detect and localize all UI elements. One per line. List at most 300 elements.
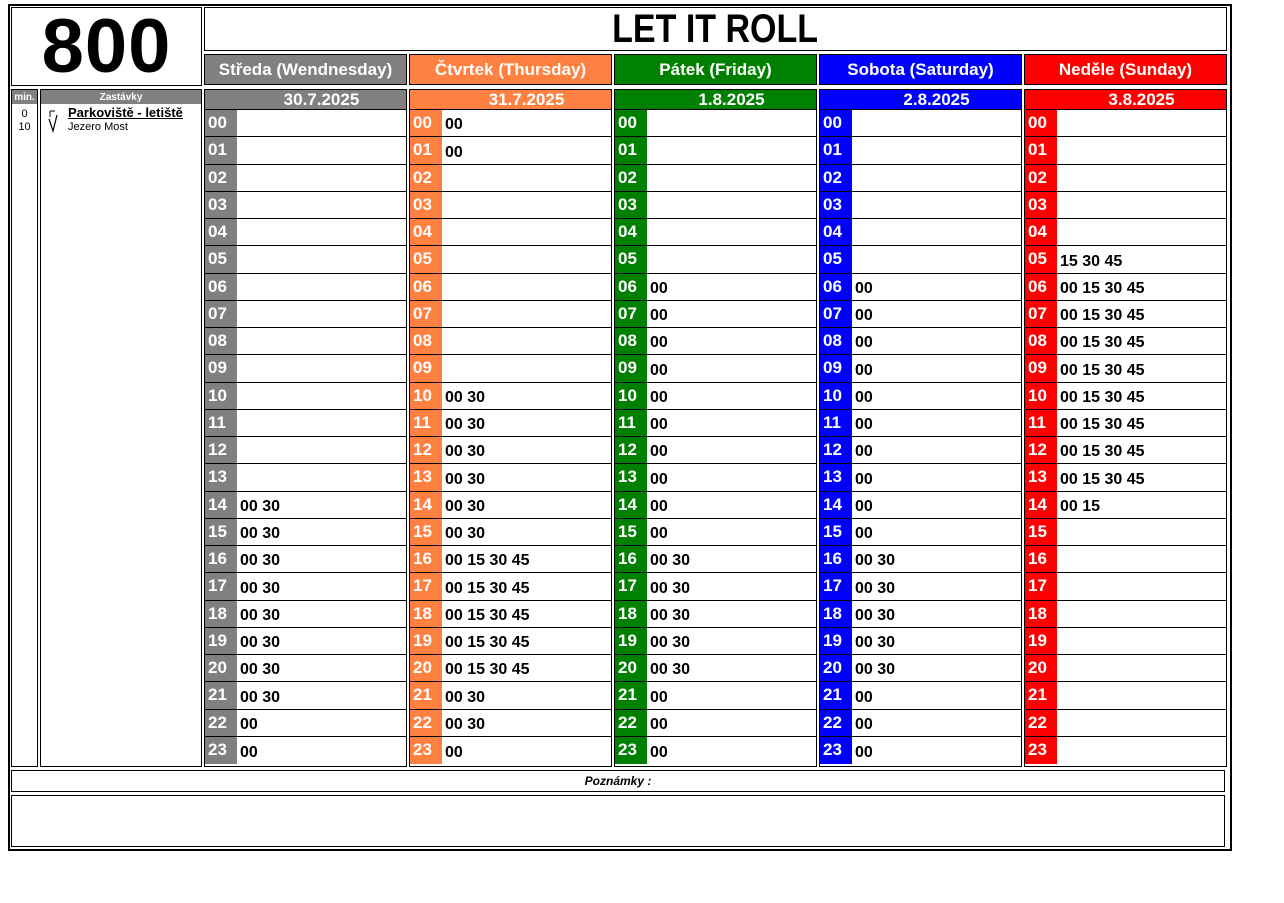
- departure-minutes: 00 30: [855, 661, 896, 679]
- departure-minutes: [442, 246, 611, 272]
- departure-minutes: 00 30: [445, 470, 486, 488]
- hour-cell: 09: [820, 355, 852, 381]
- hour-row: [820, 355, 1021, 382]
- departure-minutes: 00: [650, 361, 668, 379]
- departure-minutes: 00 30: [650, 634, 691, 651]
- hour-cell: 19: [820, 628, 852, 654]
- hour-row: [410, 519, 611, 546]
- day-header: Středa (Wendnesday): [204, 54, 407, 85]
- hour-cell: 21: [820, 682, 852, 708]
- hour-cell: 22: [410, 710, 442, 736]
- hour-cell: 23: [615, 737, 647, 764]
- hour-row: [615, 546, 816, 573]
- hour-cell: 10: [1025, 383, 1057, 409]
- hour-row: [820, 301, 1021, 328]
- hour-cell: 21: [205, 682, 237, 708]
- hour-row: [205, 328, 406, 355]
- hour-cell: 01: [820, 137, 852, 163]
- departure-minutes: 00: [855, 497, 873, 515]
- hour-cell: 08: [205, 328, 237, 354]
- hour-cell: 23: [820, 737, 852, 764]
- hour-cell: 11: [1025, 410, 1057, 436]
- day-column: [819, 89, 1022, 767]
- hour-cell: 21: [1025, 682, 1057, 708]
- hour-row: [820, 246, 1021, 273]
- hour-cell: 00: [615, 110, 647, 136]
- hour-cell: 15: [820, 519, 852, 545]
- departure-minutes: [1057, 219, 1226, 245]
- hour-cell: 02: [1025, 165, 1057, 191]
- hour-row: [1025, 355, 1226, 382]
- departure-minutes: 00: [650, 279, 668, 297]
- hour-cell: 09: [410, 355, 442, 381]
- hour-cell: 20: [615, 655, 647, 681]
- hour-cell: 04: [820, 219, 852, 245]
- departure-minutes: 00: [855, 744, 873, 761]
- hour-cell: 13: [820, 464, 852, 490]
- date-row: [410, 90, 611, 110]
- departure-minutes: 00: [855, 334, 873, 352]
- hour-row: [615, 601, 816, 628]
- hour-row: [820, 192, 1021, 219]
- date-spacer: [820, 90, 852, 109]
- hour-row: [410, 165, 611, 192]
- departure-minutes: 00: [650, 443, 668, 461]
- day-header: Sobota (Saturday): [819, 54, 1022, 85]
- hour-row: [615, 655, 816, 682]
- hour-cell: 19: [615, 628, 647, 654]
- departure-minutes: [1057, 192, 1226, 218]
- departure-minutes: 00: [650, 688, 668, 706]
- hour-row: [820, 410, 1021, 437]
- hour-row: [410, 274, 611, 301]
- hour-row: [615, 682, 816, 709]
- hour-cell: 00: [820, 110, 852, 136]
- minutes-panel: [11, 89, 38, 767]
- departure-minutes: [237, 464, 406, 490]
- hour-row: [615, 355, 816, 382]
- departure-minutes: 00: [650, 744, 668, 761]
- date-spacer: [205, 90, 237, 109]
- departure-minutes: [442, 355, 611, 381]
- hour-cell: 03: [615, 192, 647, 218]
- hour-cell: 04: [1025, 219, 1057, 245]
- departure-minutes: 00 30: [650, 606, 691, 624]
- hour-cell: 18: [1025, 601, 1057, 627]
- hour-row: [410, 710, 611, 737]
- hour-cell: 01: [205, 137, 237, 163]
- departure-minutes: 00 30: [445, 715, 486, 733]
- departure-minutes: [237, 437, 406, 463]
- hour-cell: 06: [1025, 274, 1057, 300]
- day-column: [204, 89, 407, 767]
- departure-minutes: 00: [445, 143, 463, 161]
- hour-cell: 03: [205, 192, 237, 218]
- departure-minutes: 00 30: [855, 579, 896, 597]
- departure-minutes: 00: [855, 688, 873, 706]
- hour-cell: 15: [615, 519, 647, 545]
- hour-cell: 05: [205, 246, 237, 272]
- hour-row: [410, 628, 611, 655]
- departure-minutes: 00: [650, 497, 668, 515]
- hour-cell: 16: [615, 546, 647, 572]
- departure-minutes: 00: [855, 715, 873, 733]
- departure-minutes: 00 15 30 45: [1060, 307, 1145, 324]
- departure-minutes: [1057, 110, 1226, 136]
- departure-minutes: 00 30: [855, 634, 896, 651]
- hour-row: [1025, 328, 1226, 355]
- hour-cell: 17: [205, 573, 237, 599]
- hour-row: [205, 682, 406, 709]
- departure-minutes: 00 15 30 45: [445, 579, 530, 597]
- date-label: 1.8.2025: [647, 90, 816, 109]
- date-row: [820, 90, 1021, 110]
- hour-cell: 02: [615, 165, 647, 191]
- hour-row: [615, 328, 816, 355]
- minute-offset: 0: [21, 108, 28, 120]
- hour-cell: 05: [820, 246, 852, 272]
- departure-minutes: 00 30: [855, 606, 896, 624]
- hour-row: [205, 655, 406, 682]
- hour-cell: 16: [1025, 546, 1057, 572]
- departure-minutes: [237, 110, 406, 136]
- down-arrow-icon: [47, 109, 61, 133]
- hour-row: [615, 110, 816, 137]
- title-text: LET IT ROLL: [612, 7, 819, 51]
- hour-row: [615, 301, 816, 328]
- hour-row: [1025, 137, 1226, 164]
- hour-cell: 03: [410, 192, 442, 218]
- departure-minutes: 00 30: [240, 497, 281, 515]
- hour-cell: 10: [615, 383, 647, 409]
- hour-cell: 21: [615, 682, 647, 708]
- hour-cell: 05: [615, 246, 647, 272]
- date-spacer: [410, 90, 442, 109]
- departure-minutes: 00 30: [240, 606, 281, 624]
- day-header: Neděle (Sunday): [1024, 54, 1227, 85]
- hour-row: [820, 110, 1021, 137]
- departure-minutes: [237, 137, 406, 163]
- hour-cell: 13: [410, 464, 442, 490]
- hour-cell: 22: [1025, 710, 1057, 736]
- hour-row: [410, 192, 611, 219]
- departure-minutes: [852, 137, 1021, 163]
- hour-row: [1025, 655, 1226, 682]
- hour-cell: 02: [820, 165, 852, 191]
- departure-minutes: 00: [445, 744, 463, 761]
- departure-minutes: 00 30: [445, 388, 486, 406]
- departure-minutes: [237, 383, 406, 409]
- hour-cell: 13: [1025, 464, 1057, 490]
- hour-cell: 06: [410, 274, 442, 300]
- hour-row: [205, 383, 406, 410]
- departure-minutes: [1057, 137, 1226, 163]
- departure-minutes: [237, 246, 406, 272]
- hour-cell: 04: [410, 219, 442, 245]
- hour-cell: 08: [410, 328, 442, 354]
- departure-minutes: 00: [650, 334, 668, 352]
- hour-row: [410, 219, 611, 246]
- departure-minutes: 00: [855, 388, 873, 406]
- hour-row: [820, 165, 1021, 192]
- departure-minutes: 00 15 30 45: [1060, 388, 1145, 406]
- departure-minutes: [647, 165, 816, 191]
- departure-minutes: 00 15 30 45: [445, 606, 530, 624]
- departure-minutes: 00 30: [240, 525, 281, 542]
- departure-minutes: [1057, 628, 1226, 654]
- departure-minutes: [1057, 655, 1226, 681]
- date-label: 2.8.2025: [852, 90, 1021, 109]
- departure-minutes: [442, 165, 611, 191]
- hour-row: [1025, 301, 1226, 328]
- departure-minutes: 00 15 30 45: [1060, 443, 1145, 461]
- hour-cell: 06: [615, 274, 647, 300]
- hour-row: [615, 410, 816, 437]
- hour-row: [1025, 601, 1226, 628]
- hour-row: [205, 355, 406, 382]
- hour-cell: 20: [205, 655, 237, 681]
- hour-cell: 09: [205, 355, 237, 381]
- hour-row: [1025, 682, 1226, 709]
- hour-row: [410, 492, 611, 519]
- hour-row: [410, 437, 611, 464]
- hour-cell: 08: [820, 328, 852, 354]
- departure-minutes: 00 30: [650, 579, 691, 597]
- departure-minutes: 00 30: [240, 661, 281, 679]
- hour-row: [615, 246, 816, 273]
- hour-row: [410, 328, 611, 355]
- hour-cell: 14: [205, 492, 237, 518]
- hour-cell: 12: [410, 437, 442, 463]
- hour-row: [205, 192, 406, 219]
- hour-cell: 11: [615, 410, 647, 436]
- departure-minutes: 00 30: [650, 661, 691, 679]
- hour-row: [820, 328, 1021, 355]
- hour-row: [1025, 383, 1226, 410]
- departure-minutes: 00: [855, 525, 873, 542]
- page-title: [204, 7, 1227, 51]
- hour-row: [1025, 519, 1226, 546]
- departure-minutes: [852, 192, 1021, 218]
- departure-minutes: [237, 192, 406, 218]
- hour-cell: 14: [1025, 492, 1057, 518]
- hour-cell: 07: [820, 301, 852, 327]
- minute-offset: 10: [18, 121, 31, 133]
- hour-row: [615, 628, 816, 655]
- date-label: 30.7.2025: [237, 90, 406, 109]
- departure-minutes: [852, 110, 1021, 136]
- departure-minutes: [852, 219, 1021, 245]
- departure-minutes: [237, 274, 406, 300]
- hour-cell: 07: [410, 301, 442, 327]
- hour-row: [820, 737, 1021, 764]
- hour-row: [205, 546, 406, 573]
- departure-minutes: 00 30: [240, 634, 281, 651]
- hour-row: [820, 519, 1021, 546]
- hour-cell: 00: [410, 110, 442, 136]
- day-column: [409, 89, 612, 767]
- stop-destination: Jezero Most: [68, 121, 128, 133]
- hour-cell: 23: [1025, 737, 1057, 764]
- departure-minutes: 00 15 30 45: [1060, 416, 1145, 433]
- hour-row: [1025, 219, 1226, 246]
- hour-cell: 04: [615, 219, 647, 245]
- departure-minutes: 00 30: [855, 552, 896, 570]
- hour-cell: 22: [615, 710, 647, 736]
- departure-minutes: 00: [650, 470, 668, 488]
- hour-cell: 12: [615, 437, 647, 463]
- hour-cell: 01: [1025, 137, 1057, 163]
- departure-minutes: 00 30: [445, 416, 486, 433]
- departure-minutes: 00: [855, 416, 873, 433]
- hour-row: [615, 737, 816, 764]
- minute-offsets: [12, 108, 37, 134]
- hour-row: [410, 737, 611, 764]
- hour-row: [1025, 410, 1226, 437]
- departure-minutes: 00 15 30 45: [445, 661, 530, 679]
- departure-minutes: 00 30: [445, 497, 486, 515]
- departure-minutes: [1057, 573, 1226, 599]
- hour-cell: 09: [615, 355, 647, 381]
- hour-row: [820, 546, 1021, 573]
- departure-minutes: 00: [240, 715, 258, 733]
- departure-minutes: [647, 110, 816, 136]
- hour-row: [1025, 546, 1226, 573]
- hour-row: [410, 655, 611, 682]
- hour-cell: 06: [820, 274, 852, 300]
- departure-minutes: 00: [445, 116, 463, 134]
- hour-row: [410, 410, 611, 437]
- hour-cell: 17: [410, 573, 442, 599]
- departure-minutes: [647, 192, 816, 218]
- hour-cell: 10: [820, 383, 852, 409]
- hour-cell: 19: [205, 628, 237, 654]
- hour-row: [410, 601, 611, 628]
- hour-row: [615, 137, 816, 164]
- departure-minutes: 00 30: [240, 552, 281, 570]
- hour-row: [410, 110, 611, 137]
- hour-row: [615, 710, 816, 737]
- departure-minutes: 00 15 30 45: [445, 552, 530, 570]
- departure-minutes: [442, 301, 611, 327]
- hour-cell: 07: [205, 301, 237, 327]
- hour-row: [820, 710, 1021, 737]
- hour-cell: 05: [410, 246, 442, 272]
- departure-minutes: [647, 137, 816, 163]
- date-row: [615, 90, 816, 110]
- stop-list: [41, 106, 201, 134]
- hour-cell: 17: [820, 573, 852, 599]
- departure-minutes: [237, 355, 406, 381]
- departure-minutes: 00: [650, 715, 668, 733]
- departure-minutes: 00: [855, 361, 873, 379]
- hour-cell: 18: [205, 601, 237, 627]
- hour-cell: 13: [615, 464, 647, 490]
- hour-row: [1025, 737, 1226, 764]
- hour-row: [1025, 710, 1226, 737]
- departure-minutes: [1057, 710, 1226, 736]
- hour-cell: 00: [205, 110, 237, 136]
- hour-cell: 12: [205, 437, 237, 463]
- hour-row: [615, 274, 816, 301]
- hour-row: [615, 383, 816, 410]
- hour-cell: 11: [205, 410, 237, 436]
- departure-minutes: 00: [855, 470, 873, 488]
- hour-row: [205, 628, 406, 655]
- departure-minutes: [852, 165, 1021, 191]
- departure-minutes: 00 30: [240, 688, 281, 706]
- departure-minutes: 00 15 30 45: [1060, 279, 1145, 297]
- hour-row: [1025, 246, 1226, 273]
- departure-minutes: [1057, 546, 1226, 572]
- hour-cell: 20: [410, 655, 442, 681]
- hour-cell: 07: [615, 301, 647, 327]
- hour-row: [205, 410, 406, 437]
- hour-cell: 14: [615, 492, 647, 518]
- departure-minutes: [852, 246, 1021, 272]
- hour-row: [205, 437, 406, 464]
- hour-row: [205, 246, 406, 273]
- hour-row: [410, 573, 611, 600]
- date-spacer: [615, 90, 647, 109]
- hour-cell: 20: [820, 655, 852, 681]
- departure-minutes: [442, 328, 611, 354]
- date-label: 31.7.2025: [442, 90, 611, 109]
- departure-minutes: [1057, 682, 1226, 708]
- departure-minutes: [442, 192, 611, 218]
- hour-row: [1025, 274, 1226, 301]
- hour-cell: 16: [205, 546, 237, 572]
- hour-row: [820, 655, 1021, 682]
- hour-row: [410, 246, 611, 273]
- hour-row: [410, 464, 611, 491]
- hour-row: [820, 383, 1021, 410]
- departure-minutes: [237, 410, 406, 436]
- day-header: Pátek (Friday): [614, 54, 817, 85]
- hour-row: [1025, 628, 1226, 655]
- hour-row: [615, 519, 816, 546]
- hour-cell: 22: [205, 710, 237, 736]
- departure-minutes: [1057, 519, 1226, 545]
- departure-minutes: 00 15 30 45: [1060, 361, 1145, 379]
- hour-cell: 01: [410, 137, 442, 163]
- hour-row: [205, 601, 406, 628]
- hour-cell: 14: [820, 492, 852, 518]
- hour-row: [820, 573, 1021, 600]
- departure-minutes: [237, 301, 406, 327]
- hour-row: [205, 492, 406, 519]
- hour-row: [410, 355, 611, 382]
- hour-row: [820, 219, 1021, 246]
- hour-row: [820, 601, 1021, 628]
- hour-cell: 22: [820, 710, 852, 736]
- hour-cell: 00: [1025, 110, 1057, 136]
- hour-cell: 15: [205, 519, 237, 545]
- departure-minutes: 00: [855, 279, 873, 297]
- hour-cell: 02: [410, 165, 442, 191]
- hour-row: [205, 110, 406, 137]
- hour-row: [410, 546, 611, 573]
- hour-cell: 10: [205, 383, 237, 409]
- hour-cell: 13: [205, 464, 237, 490]
- notes-body: [11, 795, 1225, 847]
- hour-cell: 01: [615, 137, 647, 163]
- hour-row: [615, 437, 816, 464]
- departure-minutes: 15 30 45: [1060, 252, 1123, 270]
- hour-row: [1025, 464, 1226, 491]
- hour-cell: 16: [410, 546, 442, 572]
- hour-row: [205, 301, 406, 328]
